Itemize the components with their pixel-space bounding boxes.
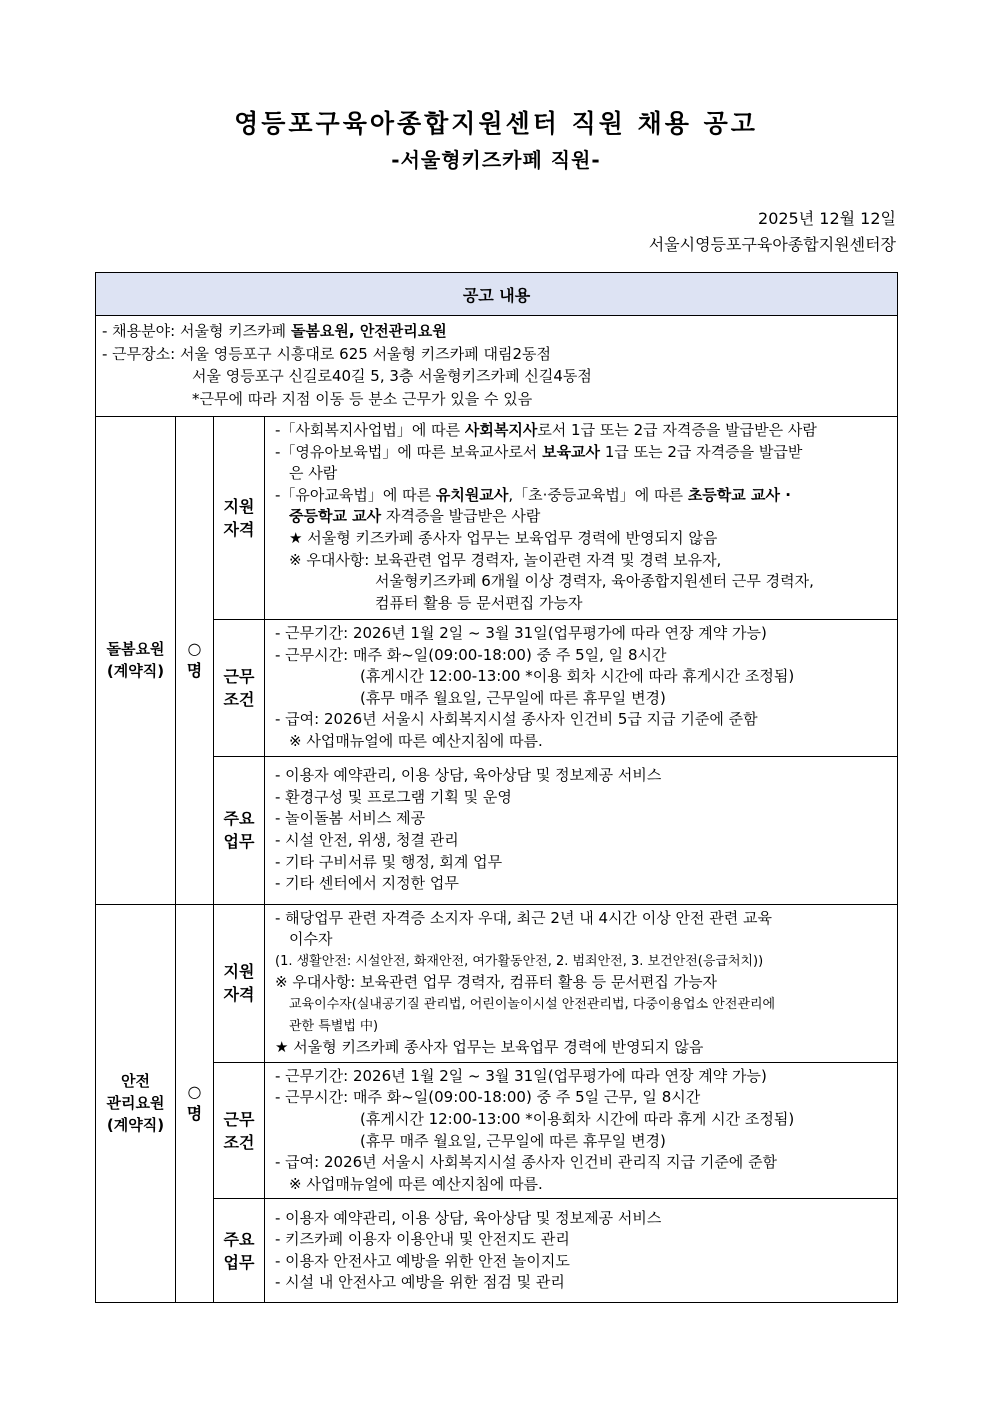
cond-line: (휴무 매주 월요일, 근무일에 따른 휴무일 변경) — [360, 1131, 666, 1150]
safety-category: 안전 관리요원 (계약직) — [96, 904, 176, 1303]
cond-line: - 근무시간: 매주 화~일(09:00-18:00) 중 주 5일 근무, 일 8시간 — [275, 1088, 701, 1107]
duty-item: - 키즈카페 이용자 이용안내 및 안전지도 관리 — [275, 1230, 570, 1249]
qual-note: ★ 서울형 키즈카페 종사자 업무는 보육업무 경력에 반영되지 않음 — [275, 1038, 704, 1057]
qual-preference: 교육이수자(실내공기질 관리법, 어린이놀이시설 안전관리법, 다중이용업소 안전관리에 — [289, 996, 776, 1012]
announcement-date: 2025년 12월 12일 — [758, 209, 896, 228]
qual-preference: 관한 특별법 中) — [289, 1018, 379, 1034]
issuer-name: 서울시영등포구육아종합지원센터장 — [648, 235, 896, 254]
qual-note: ★ 서울형 키즈카페 종사자 업무는 보육업무 경력에 반영되지 않음 — [289, 528, 718, 547]
duty-item: - 놀이돌봄 서비스 제공 — [275, 809, 426, 828]
safety-cond-label: 근무 조건 — [214, 1062, 265, 1199]
cond-line: - 근무기간: 2026년 1월 2일 ~ 3월 31일(업무평가에 따라 연장 계약 가능) — [275, 624, 767, 642]
work-place: - 근무장소: 서울 영등포구 시흥대로 625 서울형 키즈카페 대림2동점 — [102, 344, 552, 363]
care-qualifications — [265, 417, 898, 620]
page-title: 영등포구육아종합지원센터 직원 채용 공고 — [234, 109, 758, 138]
safety-duty-label: 주요 업무 — [214, 1199, 265, 1303]
duty-item: - 이용자 안전사고 예방을 위한 안전 놀이지도 — [275, 1251, 570, 1270]
qual-line: 중등학교 교사 자격증을 발급받은 사람 — [289, 507, 541, 526]
care-qual-label: 지원 자격 — [214, 417, 265, 620]
qual-line: (1. 생활안전: 시설안전, 화재안전, 여가활동안전, 2. 범죄안전, 3. 보건안전(응급처치)) — [275, 953, 764, 969]
duty-item: - 시설 안전, 위생, 청결 관리 — [275, 831, 459, 850]
cond-line: - 급여: 2026년 서울시 사회복지시설 종사자 인건비 관리직 지급 기준에 준함 — [275, 1153, 778, 1172]
care-count: ○ 명 — [176, 417, 214, 905]
qual-preference: 컴퓨터 활용 등 문서편집 가능자 — [375, 593, 583, 612]
safety-count: ○ 명 — [176, 904, 214, 1303]
recruit-field: - 채용분야: 서울형 키즈카페 돌봄요원, 안전관리요원 — [102, 322, 447, 340]
cond-line: - 근무시간: 매주 화~일(09:00-18:00) 중 주 5일, 일 8시간 — [275, 645, 667, 664]
cond-line: (휴무 매주 월요일, 근무일에 따른 휴무일 변경) — [360, 688, 666, 707]
duty-item: - 이용자 예약관리, 이용 상담, 육아상담 및 정보제공 서비스 — [275, 766, 662, 785]
safety-conditions — [265, 1062, 898, 1199]
duty-item: - 환경구성 및 프로그램 기획 및 운영 — [275, 787, 512, 806]
work-place-note: *근무에 따라 지점 이동 등 분소 근무가 있을 수 있음 — [192, 389, 533, 408]
page-subtitle: -서울형키즈카페 직원- — [391, 148, 601, 172]
cond-line: (휴게시간 12:00-13:00 *이용 회차 시간에 따라 휴게시간 조정됨) — [360, 667, 795, 686]
qual-line: -「유아교육법」에 따른 유치원교사,「초·중등교육법」에 따른 초등학교 교사 · — [275, 485, 791, 504]
qual-line: 이수자 — [289, 930, 333, 949]
safety-duties — [265, 1199, 898, 1303]
cond-line: - 근무기간: 2026년 1월 2일 ~ 3월 31일(업무평가에 따라 연장 계약 가능) — [275, 1066, 767, 1085]
table-heading: 공고 내용 — [96, 273, 898, 316]
safety-qualifications — [265, 904, 898, 1062]
cond-line: - 급여: 2026년 서울시 사회복지시설 종사자 인건비 5급 지급 기준에 준함 — [275, 710, 758, 729]
cond-line: ※ 사업매뉴얼에 따른 예산지침에 따름. — [289, 731, 543, 750]
duty-item: - 기타 센터에서 지정한 업무 — [275, 874, 459, 893]
care-conditions — [265, 620, 898, 757]
care-category: 돌봄요원 (계약직) — [96, 417, 176, 905]
work-place-2: 서울 영등포구 신길로40길 5, 3층 서울형키즈카페 신길4동점 — [192, 367, 592, 385]
care-duties — [265, 756, 898, 904]
general-info — [96, 316, 898, 417]
cond-line: (휴게시간 12:00-13:00 *이용회차 시간에 따라 휴게 시간 조정됨) — [360, 1109, 795, 1128]
qual-line: 은 사람 — [289, 464, 338, 483]
qual-line: - 해당업무 관련 자격증 소지자 우대, 최근 2년 내 4시간 이상 안전 관련 교육 — [275, 908, 772, 927]
duty-item: - 기타 구비서류 및 행정, 회계 업무 — [275, 852, 503, 871]
duty-item: - 이용자 예약관리, 이용 상담, 육아상담 및 정보제공 서비스 — [275, 1208, 662, 1227]
cond-line: ※ 사업매뉴얼에 따른 예산지침에 따름. — [289, 1174, 543, 1193]
announcement-table — [95, 272, 898, 1303]
qual-preference: ※ 우대사항: 보육관련 업무 경력자, 놀이관련 자격 및 경력 보유자, — [289, 550, 722, 569]
duty-item: - 시설 내 안전사고 예방을 위한 점검 및 관리 — [275, 1273, 565, 1292]
care-cond-label: 근무 조건 — [214, 620, 265, 757]
qual-line: -「영유아보육법」에 따른 보육교사로서 보육교사 1급 또는 2급 자격증을 발급받 — [275, 442, 803, 461]
care-duty-label: 주요 업무 — [214, 756, 265, 904]
qual-line: -「사회복지사업법」에 따른 사회복지사로서 1급 또는 2급 자격증을 발급받은 사람 — [275, 421, 817, 439]
qual-preference: ※ 우대사항: 보육관련 업무 경력자, 컴퓨터 활용 등 문서편집 가능자 — [275, 973, 718, 992]
safety-qual-label: 지원 자격 — [214, 904, 265, 1062]
qual-preference: 서울형키즈카페 6개월 이상 경력자, 육아종합지원센터 근무 경력자, — [375, 572, 814, 591]
